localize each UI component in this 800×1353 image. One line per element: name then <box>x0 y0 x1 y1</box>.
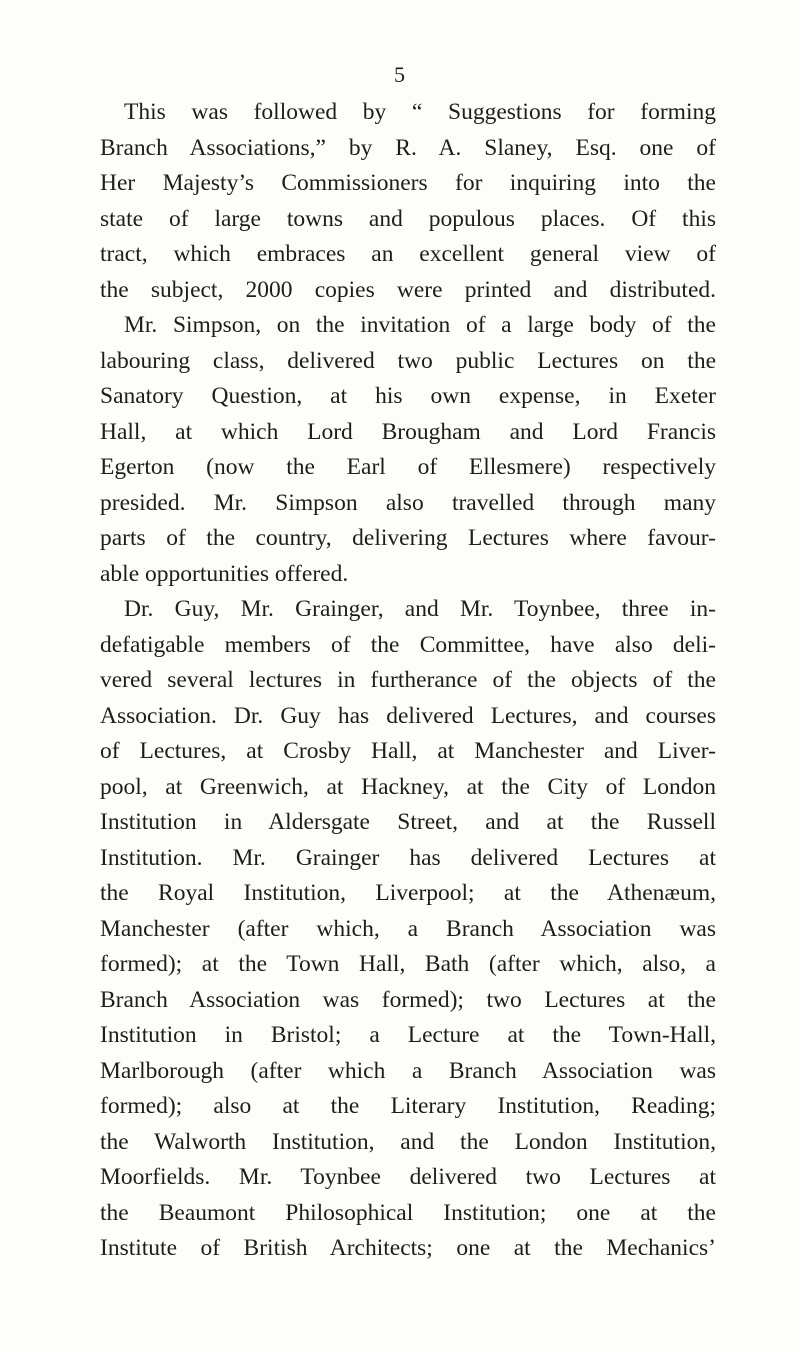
text-line: the subject, 2000 copies were printed and distributed. <box>100 276 716 303</box>
text-line: Dr. Guy, Mr. Grainger, and Mr. Toynbee, three in- <box>124 596 716 622</box>
body-text <box>100 95 716 1267</box>
text-line: Marlborough (after which a Branch Association was <box>100 1057 716 1084</box>
text-line: Institution in Bristol; a Lecture at the Town-Hall, <box>100 1022 716 1048</box>
text-line: the Beaumont Philosophical Institution; one at the <box>100 1199 716 1226</box>
text-line: tract, which embraces an excellent general view of <box>100 241 716 267</box>
text-line: Institution. Mr. Grainger has delivered Lectures at <box>100 844 716 871</box>
text-line: parts of the country, delivering Lectures where favour- <box>100 525 716 551</box>
text-line: of Lectures, at Crosby Hall, at Manchester and Liver- <box>100 738 716 764</box>
text-line: Institution in Aldersgate Street, and at the Russell <box>100 809 716 835</box>
page-number: 5 <box>394 62 406 87</box>
text-line: Manchester (after which, a Branch Association was <box>100 915 716 942</box>
text-line: defatigable members of the Committee, have also deli- <box>100 631 716 658</box>
paragraph-simpson-lectures <box>100 308 716 592</box>
text-line: presided. Mr. Simpson also travelled through many <box>100 489 716 516</box>
text-line: able opportunities offered. <box>100 560 349 587</box>
text-line: Branch Association was formed); two Lectures at the <box>100 986 716 1013</box>
text-line: formed); at the Town Hall, Bath (after which, also, a <box>100 951 716 977</box>
text-line: This was followed by “ Suggestions for forming <box>124 99 716 125</box>
text-line: labouring class, delivered two public Lectures on the <box>100 347 716 374</box>
text-line: Institute of British Architects; one at the Mechanics’ <box>100 1235 716 1261</box>
paragraph-committee-lectures <box>100 592 716 1267</box>
text-line: state of large towns and populous places. Of this <box>100 205 716 232</box>
text-line: pool, at Greenwich, at Hackney, at the City of London <box>100 773 716 800</box>
text-line: Association. Dr. Guy has delivered Lectures, and courses <box>100 702 716 729</box>
text-line: Moorfields. Mr. Toynbee delivered two Lectures at <box>100 1164 716 1190</box>
text-line: Egerton (now the Earl of Ellesmere) respectively <box>100 454 716 480</box>
text-line: Hall, at which Lord Brougham and Lord Francis <box>100 418 716 445</box>
text-line: Sanatory Question, at his own expense, in Exeter <box>100 383 716 409</box>
text-line: the Walworth Institution, and the London Institution, <box>100 1128 716 1155</box>
text-line: Mr. Simpson, on the invitation of a large body of the <box>124 312 716 338</box>
text-line: Branch Associations,” by R. A. Slaney, Esq. one of <box>100 134 716 161</box>
text-line: Her Majesty’s Commissioners for inquiring into the <box>100 170 716 196</box>
paragraph-suggestions-tract <box>100 95 716 308</box>
text-line: formed); also at the Literary Institution, Reading; <box>100 1093 716 1119</box>
text-line: vered several lectures in furtherance of the objects of the <box>100 667 716 693</box>
text-line: the Royal Institution, Liverpool; at the Athenæum, <box>100 880 716 906</box>
